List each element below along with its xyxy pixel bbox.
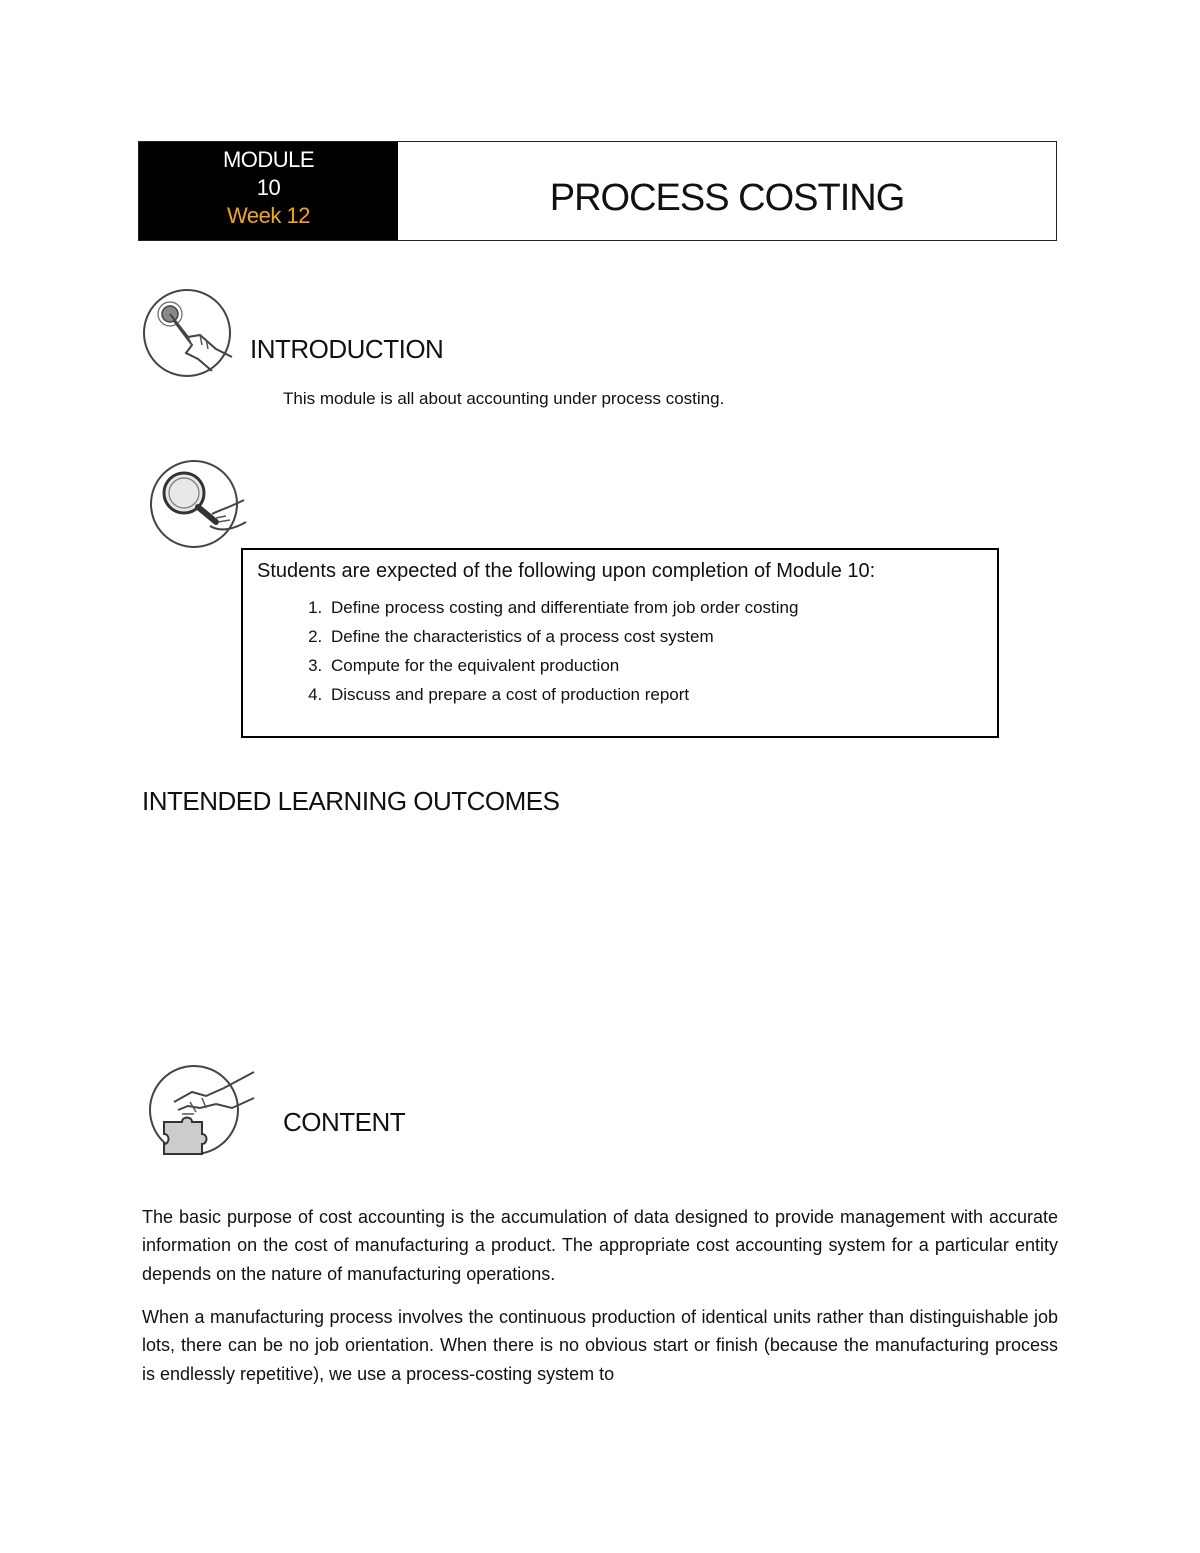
content-paragraph: The basic purpose of cost accounting is the accumulation of data designed to provide management with accurate information on the cost of manufacturing a product. The appropriate cost accounting system for a particular entity depends on the nature of manufacturing operations.: [142, 1207, 1058, 1284]
module-label: MODULE: [222, 147, 315, 172]
outcomes-list: [257, 593, 983, 709]
outcomes-lead: Students are expected of the following upon completion of Module 10:: [257, 560, 876, 582]
content-paragraph: When a manufacturing process involves the continuous production of identical units rather than distinguishable job lots, there can be no job orientation. When there is no obvious start or finish (because the manufacturing process is endlessly repetitive), we use a process-costing system to: [142, 1307, 1058, 1384]
week-label: Week 12: [227, 203, 310, 228]
module-badge: [139, 142, 398, 240]
module-title: PROCESS COSTING: [549, 176, 905, 219]
introduction-heading: INTRODUCTION: [250, 334, 444, 364]
puzzle-hand-icon: [144, 1062, 256, 1158]
list-item: 2. Define the characteristics of a process cost system: [327, 622, 983, 651]
list-item: 3. Compute for the equivalent production: [327, 651, 983, 680]
list-item: 4. Discuss and prepare a cost of production report: [327, 680, 983, 709]
module-header: [138, 141, 1057, 241]
content-heading: CONTENT: [283, 1107, 406, 1137]
pointing-hand-icon: [140, 287, 236, 379]
list-item: 1. Define process costing and differentiate from job order costing: [327, 593, 983, 622]
module-title-cell: [398, 142, 1056, 240]
module-number: 10: [256, 175, 281, 200]
introduction-text: This module is all about accounting under process costing.: [283, 389, 725, 408]
magnifying-glass-icon: [144, 460, 248, 550]
learning-outcomes-box: [241, 548, 999, 738]
outcomes-heading: INTENDED LEARNING OUTCOMES: [142, 786, 560, 816]
